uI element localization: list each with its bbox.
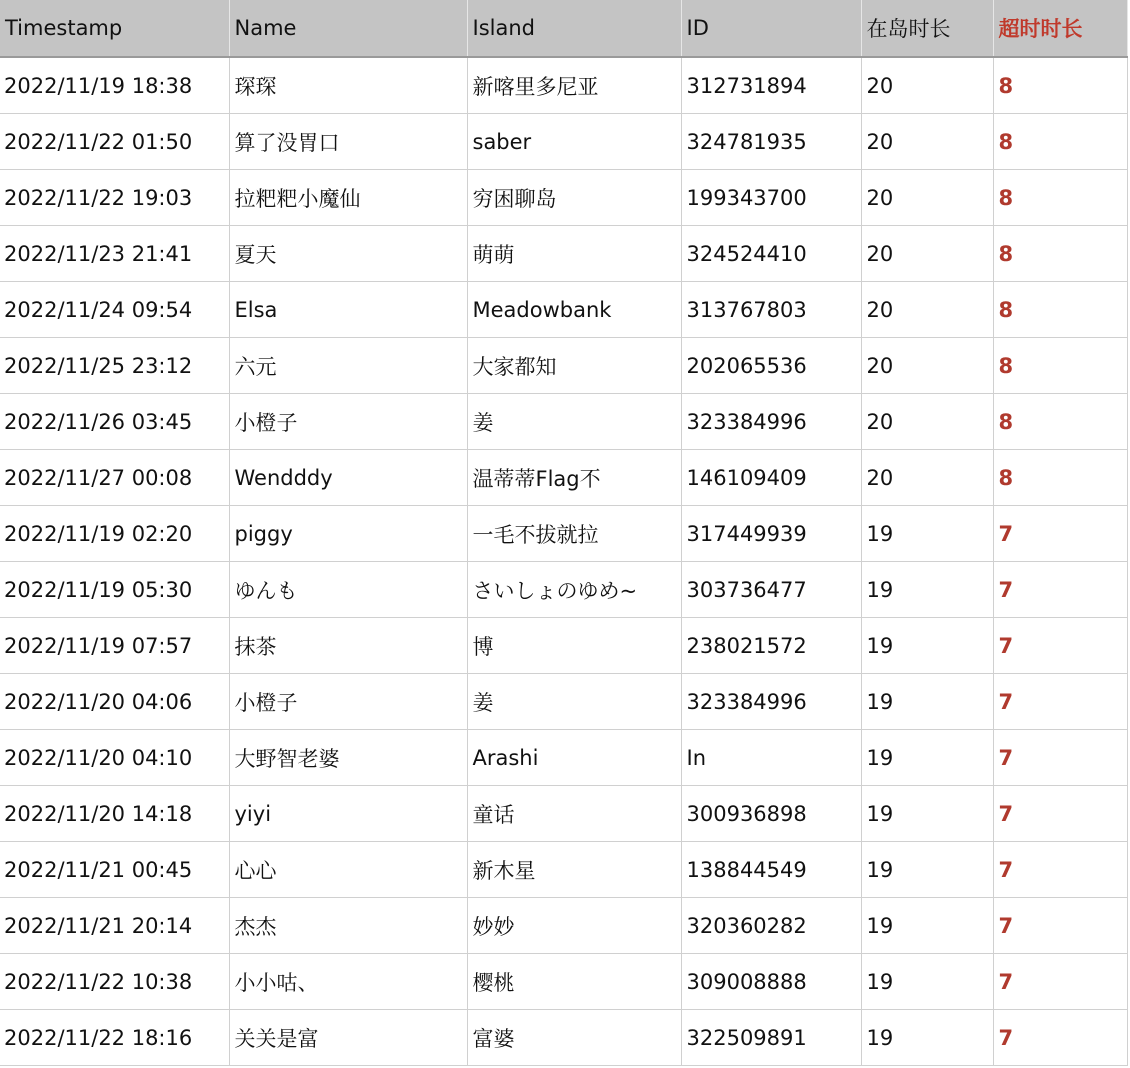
name-cell[interactable]: Wendddy [229,450,467,506]
table-row[interactable] [0,674,1127,730]
name-cell[interactable]: 小橙子 [229,394,467,450]
id-cell[interactable]: 199343700 [681,170,861,226]
name-cell[interactable]: 琛琛 [229,57,467,114]
island-duration-cell[interactable]: 19 [861,674,993,730]
island-duration-cell[interactable]: 20 [861,226,993,282]
name-cell[interactable]: 算了没胃口 [229,114,467,170]
name-cell[interactable]: ゆんも [229,562,467,618]
id-cell[interactable]: 320360282 [681,898,861,954]
overtime-duration-cell[interactable]: 7 [993,506,1127,562]
island-cell[interactable]: 新喀里多尼亚 [467,57,681,114]
name-cell[interactable]: 抹茶 [229,618,467,674]
name-cell[interactable]: 心心 [229,842,467,898]
overtime-duration-cell[interactable]: 7 [993,898,1127,954]
timestamp-cell[interactable]: 2022/11/19 18:38 [0,57,229,114]
island-cell[interactable]: 温蒂蒂Flag不 [467,450,681,506]
island-duration-cell[interactable]: 19 [861,842,993,898]
table-row[interactable] [0,282,1127,338]
island-duration-cell[interactable]: 20 [861,394,993,450]
overtime-duration-cell[interactable]: 7 [993,674,1127,730]
island-duration-cell[interactable]: 19 [861,506,993,562]
overtime-duration-cell[interactable]: 8 [993,394,1127,450]
name-cell[interactable]: 大野智老婆 [229,730,467,786]
id-cell[interactable]: 324524410 [681,226,861,282]
island-duration-cell[interactable]: 20 [861,114,993,170]
island-cell[interactable]: 童话 [467,786,681,842]
overtime-duration-cell[interactable]: 8 [993,170,1127,226]
header-row [0,0,1127,57]
island-cell[interactable]: saber [467,114,681,170]
table-row[interactable] [0,506,1127,562]
timestamp-cell[interactable]: 2022/11/22 18:16 [0,1010,229,1066]
timestamp-cell[interactable]: 2022/11/27 00:08 [0,450,229,506]
island-cell[interactable]: 妙妙 [467,898,681,954]
id-cell[interactable]: 146109409 [681,450,861,506]
island-duration-cell[interactable]: 19 [861,1010,993,1066]
id-cell[interactable]: 313767803 [681,282,861,338]
overtime-duration-cell[interactable]: 7 [993,730,1127,786]
timestamp-cell[interactable]: 2022/11/22 19:03 [0,170,229,226]
id-cell[interactable]: 300936898 [681,786,861,842]
island-duration-cell[interactable]: 20 [861,170,993,226]
island-cell[interactable]: 大家都知 [467,338,681,394]
overtime-duration-cell[interactable]: 7 [993,954,1127,1010]
overtime-duration-cell[interactable]: 7 [993,842,1127,898]
name-cell[interactable]: 小橙子 [229,674,467,730]
timestamp-cell[interactable]: 2022/11/20 04:10 [0,730,229,786]
island-cell[interactable]: 富婆 [467,1010,681,1066]
overtime-duration-cell[interactable]: 7 [993,562,1127,618]
island-duration-cell[interactable]: 20 [861,450,993,506]
island-cell[interactable]: 博 [467,618,681,674]
table-row[interactable] [0,170,1127,226]
table-body [0,57,1127,1066]
column-header-timestamp[interactable]: Timestamp [0,0,229,57]
island-cell[interactable]: 新木星 [467,842,681,898]
island-duration-cell[interactable]: 20 [861,338,993,394]
island-cell[interactable]: さいしょのゆめ~ [467,562,681,618]
island-cell[interactable]: 萌萌 [467,226,681,282]
timestamp-cell[interactable]: 2022/11/21 20:14 [0,898,229,954]
timestamp-cell[interactable]: 2022/11/19 02:20 [0,506,229,562]
table-row[interactable] [0,394,1127,450]
id-cell[interactable]: 309008888 [681,954,861,1010]
overtime-duration-cell[interactable]: 8 [993,226,1127,282]
name-cell[interactable]: piggy [229,506,467,562]
table-row[interactable] [0,57,1127,114]
name-cell[interactable]: 关关是富 [229,1010,467,1066]
timestamp-cell[interactable]: 2022/11/24 09:54 [0,282,229,338]
column-header-island[interactable]: Island [467,0,681,57]
overtime-duration-cell[interactable]: 8 [993,57,1127,114]
island-cell[interactable]: 姜 [467,674,681,730]
island-duration-cell[interactable]: 19 [861,786,993,842]
overtime-duration-cell[interactable]: 7 [993,618,1127,674]
timestamp-cell[interactable]: 2022/11/20 14:18 [0,786,229,842]
table-row[interactable] [0,562,1127,618]
table-header [0,0,1127,57]
timestamp-cell[interactable]: 2022/11/23 21:41 [0,226,229,282]
id-cell[interactable]: 323384996 [681,674,861,730]
island-cell[interactable]: Arashi [467,730,681,786]
table-row[interactable] [0,618,1127,674]
island-cell[interactable]: 樱桃 [467,954,681,1010]
column-header-name[interactable]: Name [229,0,467,57]
name-cell[interactable]: yiyi [229,786,467,842]
island-cell[interactable]: 一毛不拔就拉 [467,506,681,562]
table-row[interactable] [0,450,1127,506]
id-cell[interactable]: 322509891 [681,1010,861,1066]
overtime-duration-cell[interactable]: 8 [993,114,1127,170]
overtime-duration-cell[interactable]: 8 [993,282,1127,338]
table-row[interactable] [0,114,1127,170]
timestamp-cell[interactable]: 2022/11/20 04:06 [0,674,229,730]
island-duration-cell[interactable]: 19 [861,618,993,674]
table-row[interactable] [0,842,1127,898]
id-cell[interactable]: In [681,730,861,786]
name-cell[interactable]: 拉粑粑小魔仙 [229,170,467,226]
island-duration-cell[interactable]: 20 [861,57,993,114]
table-row[interactable] [0,786,1127,842]
name-cell[interactable]: 六元 [229,338,467,394]
table-row[interactable] [0,954,1127,1010]
table-row[interactable] [0,898,1127,954]
id-cell[interactable]: 202065536 [681,338,861,394]
column-header-island-duration[interactable]: 在岛时长 [861,0,993,57]
name-cell[interactable]: Elsa [229,282,467,338]
timestamp-cell[interactable]: 2022/11/22 10:38 [0,954,229,1010]
name-cell[interactable]: 小小咕、 [229,954,467,1010]
timestamp-cell[interactable]: 2022/11/26 03:45 [0,394,229,450]
overtime-duration-cell[interactable]: 8 [993,338,1127,394]
island-duration-cell[interactable]: 20 [861,282,993,338]
island-duration-cell[interactable]: 19 [861,730,993,786]
name-cell[interactable]: 杰杰 [229,898,467,954]
table-row[interactable] [0,226,1127,282]
timestamp-cell[interactable]: 2022/11/19 05:30 [0,562,229,618]
column-header-id[interactable]: ID [681,0,861,57]
table-row[interactable] [0,730,1127,786]
island-cell[interactable]: Meadowbank [467,282,681,338]
table-row[interactable] [0,338,1127,394]
name-cell[interactable]: 夏天 [229,226,467,282]
island-duration-cell[interactable]: 19 [861,562,993,618]
timestamp-cell[interactable]: 2022/11/21 00:45 [0,842,229,898]
id-cell[interactable]: 324781935 [681,114,861,170]
island-cell[interactable]: 姜 [467,394,681,450]
island-duration-cell[interactable]: 19 [861,898,993,954]
id-cell[interactable]: 317449939 [681,506,861,562]
table-row[interactable] [0,1010,1127,1066]
timestamp-cell[interactable]: 2022/11/22 01:50 [0,114,229,170]
id-cell[interactable]: 238021572 [681,618,861,674]
id-cell[interactable]: 323384996 [681,394,861,450]
island-duration-cell[interactable]: 19 [861,954,993,1010]
timestamp-cell[interactable]: 2022/11/19 07:57 [0,618,229,674]
overtime-duration-cell[interactable]: 7 [993,786,1127,842]
island-cell[interactable]: 穷困聊岛 [467,170,681,226]
overtime-duration-cell[interactable]: 8 [993,450,1127,506]
id-cell[interactable]: 312731894 [681,57,861,114]
overtime-duration-cell[interactable]: 7 [993,1010,1127,1066]
timestamp-cell[interactable]: 2022/11/25 23:12 [0,338,229,394]
id-cell[interactable]: 303736477 [681,562,861,618]
id-cell[interactable]: 138844549 [681,842,861,898]
column-header-overtime-duration[interactable]: 超时时长 [993,0,1127,57]
